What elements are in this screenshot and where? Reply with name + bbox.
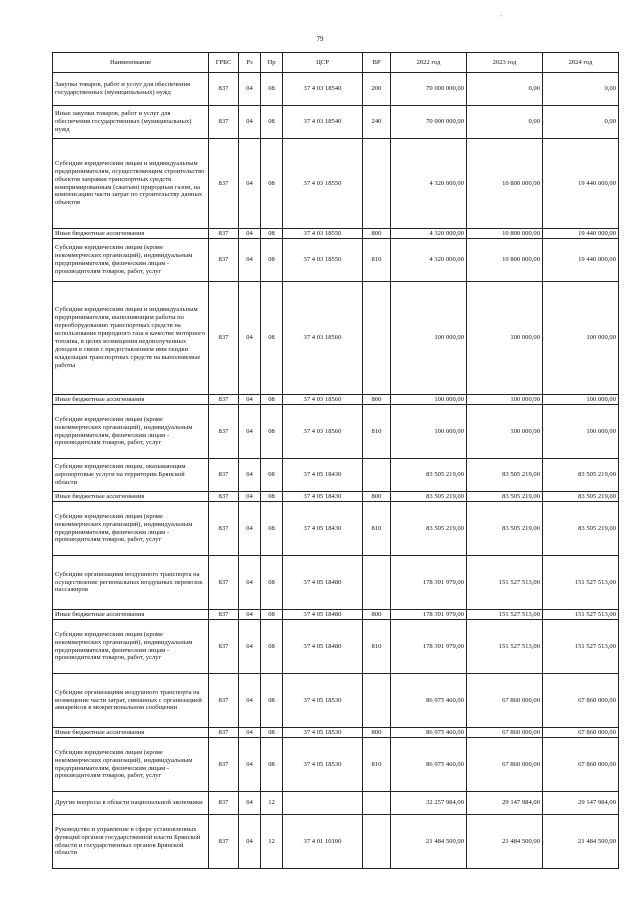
cell-name: Субсидии юридическим лицам (кроме некоммерческих организаций), индивидуальным предпринимателям, физическим лицам - производителям товаров, работ, услуг <box>53 738 209 792</box>
cell-y2022: 178 391 979,00 <box>391 610 467 620</box>
cell-grbs: 837 <box>209 282 239 395</box>
cell-grbs: 837 <box>209 620 239 674</box>
cell-pr: 08 <box>261 674 283 728</box>
cell-name: Субсидии организациям воздушного транспорта на осуществление региональных воздушных перевозок пассажиров <box>53 556 209 610</box>
cell-y2023: 83 505 219,00 <box>467 492 543 502</box>
cell-y2022: 83 505 219,00 <box>391 492 467 502</box>
table-row <box>53 620 619 674</box>
cell-rz: 04 <box>239 674 261 728</box>
cell-y2023: 100 000,00 <box>467 282 543 395</box>
table-row <box>53 229 619 239</box>
cell-y2024: 19 440 000,00 <box>543 229 619 239</box>
cell-grbs: 837 <box>209 459 239 492</box>
cell-vr: 240 <box>363 106 391 139</box>
cell-y2024: 100 000,00 <box>543 395 619 405</box>
cell-name: Руководство и управление в сфере установленных функций органов государственной власти Брянской области и государственных органов Брянской области <box>53 815 209 869</box>
cell-y2023: 100 000,00 <box>467 395 543 405</box>
cell-y2024: 19 440 000,00 <box>543 239 619 282</box>
cell-y2023: 21 484 500,00 <box>467 815 543 869</box>
cell-rz: 04 <box>239 502 261 556</box>
table-row <box>53 405 619 459</box>
cell-vr: 800 <box>363 492 391 502</box>
cell-grbs: 837 <box>209 738 239 792</box>
cell-rz: 04 <box>239 556 261 610</box>
cell-name: Субсидии юридическим лицам, оказывающим аэропортовые услуги на территории Брянской области <box>53 459 209 492</box>
cell-grbs: 837 <box>209 229 239 239</box>
table-row <box>53 73 619 106</box>
cell-rz: 04 <box>239 229 261 239</box>
header-2024: 2024 год <box>543 53 619 73</box>
cell-y2023: 67 860 000,00 <box>467 738 543 792</box>
cell-rz: 04 <box>239 492 261 502</box>
cell-y2024: 100 000,00 <box>543 405 619 459</box>
cell-rz: 04 <box>239 282 261 395</box>
table-row <box>53 792 619 815</box>
cell-name: Субсидии юридическим лицам (кроме некоммерческих организаций), индивидуальным предпринимателям, физическим лицам - производителям товаров, работ, услуг <box>53 239 209 282</box>
cell-vr <box>363 674 391 728</box>
cell-rz: 04 <box>239 610 261 620</box>
cell-y2024: 151 527 513,00 <box>543 620 619 674</box>
page-number: 79 <box>316 35 324 43</box>
cell-csr: 37 4 05 18530 <box>283 728 363 738</box>
cell-grbs: 837 <box>209 106 239 139</box>
table-row <box>53 459 619 492</box>
cell-y2023: 10 800 000,00 <box>467 229 543 239</box>
cell-y2022: 100 000,00 <box>391 395 467 405</box>
cell-rz: 04 <box>239 728 261 738</box>
table-body <box>53 73 619 869</box>
cell-y2024: 100 000,00 <box>543 282 619 395</box>
cell-csr: 37 4 05 18530 <box>283 674 363 728</box>
cell-vr <box>363 792 391 815</box>
cell-name: Субсидии юридическим лицам и индивидуальным предпринимателям, осуществляющим строительство объектов заправки транспортных средств компримированным (сжатым) природным газом, на компенсацию части затрат по строительству данных объектов <box>53 139 209 229</box>
cell-grbs: 837 <box>209 502 239 556</box>
cell-y2022: 86 975 460,00 <box>391 674 467 728</box>
cell-y2022: 83 505 219,00 <box>391 502 467 556</box>
cell-name: Субсидии организациям воздушного транспорта на возмещение части затрат, связанных с организацией авиарейсов в межрегиональном сообщении <box>53 674 209 728</box>
cell-y2023: 29 147 984,00 <box>467 792 543 815</box>
cell-grbs: 837 <box>209 610 239 620</box>
cell-name: Закупка товаров, работ и услуг для обеспечения государственных (муниципальных) нужд <box>53 73 209 106</box>
table-row <box>53 239 619 282</box>
cell-grbs: 837 <box>209 395 239 405</box>
cell-rz: 04 <box>239 459 261 492</box>
table-row <box>53 556 619 610</box>
cell-y2023: 151 527 513,00 <box>467 620 543 674</box>
cell-grbs: 837 <box>209 674 239 728</box>
cell-vr <box>363 556 391 610</box>
cell-y2022: 70 000 000,00 <box>391 106 467 139</box>
cell-csr: 37 4 03 18550 <box>283 229 363 239</box>
header-2022: 2022 год <box>391 53 467 73</box>
header-rz: Рз <box>239 53 261 73</box>
cell-vr <box>363 139 391 229</box>
cell-name: Субсидии юридическим лицам (кроме некоммерческих организаций), индивидуальным предпринимателям, физическим лицам - производителям товаров, работ, услуг <box>53 502 209 556</box>
cell-pr: 08 <box>261 139 283 229</box>
cell-pr: 08 <box>261 73 283 106</box>
cell-grbs: 837 <box>209 792 239 815</box>
cell-y2024: 0,00 <box>543 73 619 106</box>
cell-y2022: 4 320 000,00 <box>391 239 467 282</box>
cell-csr: 37 4 05 18530 <box>283 738 363 792</box>
cell-vr: 810 <box>363 738 391 792</box>
cell-y2024: 83 505 219,00 <box>543 502 619 556</box>
cell-y2023: 10 800 000,00 <box>467 139 543 229</box>
budget-table <box>52 52 619 869</box>
cell-pr: 08 <box>261 738 283 792</box>
header-grbs: ГРБС <box>209 53 239 73</box>
cell-rz: 04 <box>239 106 261 139</box>
cell-rz: 04 <box>239 139 261 229</box>
cell-y2022: 86 975 460,00 <box>391 738 467 792</box>
header-pr: Пр <box>261 53 283 73</box>
cell-grbs: 837 <box>209 728 239 738</box>
cell-name: Иные бюджетные ассигнования <box>53 492 209 502</box>
cell-y2022: 83 505 219,00 <box>391 459 467 492</box>
cell-vr: 800 <box>363 610 391 620</box>
cell-y2022: 86 975 460,00 <box>391 728 467 738</box>
cell-csr: 37 4 03 18560 <box>283 282 363 395</box>
cell-vr: 800 <box>363 229 391 239</box>
cell-csr: 37 4 03 18540 <box>283 106 363 139</box>
cell-name: Иные бюджетные ассигнования <box>53 229 209 239</box>
cell-y2024: 67 860 000,00 <box>543 674 619 728</box>
cell-name: Иные закупки товаров, работ и услуг для обеспечения государственных (муниципальных) нужд <box>53 106 209 139</box>
cell-vr <box>363 459 391 492</box>
cell-name: Иные бюджетные ассигнования <box>53 728 209 738</box>
cell-y2024: 83 505 219,00 <box>543 459 619 492</box>
cell-pr: 08 <box>261 492 283 502</box>
cell-y2023: 100 000,00 <box>467 405 543 459</box>
cell-vr: 810 <box>363 239 391 282</box>
cell-name: Субсидии юридическим лицам (кроме некоммерческих организаций), индивидуальным предпринимателям, физическим лицам - производителям товаров, работ, услуг <box>53 405 209 459</box>
cell-rz: 04 <box>239 620 261 674</box>
cell-y2022: 178 391 979,00 <box>391 620 467 674</box>
cell-csr: 37 4 03 18550 <box>283 239 363 282</box>
cell-y2022: 178 391 979,00 <box>391 556 467 610</box>
cell-y2023: 83 505 219,00 <box>467 502 543 556</box>
cell-y2023: 0,00 <box>467 106 543 139</box>
cell-csr: 37 4 03 18560 <box>283 395 363 405</box>
cell-rz: 04 <box>239 405 261 459</box>
cell-pr: 08 <box>261 405 283 459</box>
cell-csr: 37 4 05 18480 <box>283 620 363 674</box>
cell-csr: 37 4 05 18480 <box>283 556 363 610</box>
cell-pr: 08 <box>261 502 283 556</box>
cell-csr: 37 4 03 18550 <box>283 139 363 229</box>
cell-pr: 08 <box>261 282 283 395</box>
cell-y2023: 0,00 <box>467 73 543 106</box>
cell-rz: 04 <box>239 815 261 869</box>
cell-name: Субсидии юридическим лицам и индивидуальным предпринимателям, выполняющим работы по переоборудованию транспортных средств на использование природного газа в качестве моторного топлива, в целях возмещения недополученных доходов в связи с предоставлением ими скидки владельцам транспортных средств на выполняемые работы <box>53 282 209 395</box>
cell-pr: 08 <box>261 229 283 239</box>
cell-csr: 37 4 01 10100 <box>283 815 363 869</box>
cell-grbs: 837 <box>209 556 239 610</box>
cell-csr: 37 4 03 18540 <box>283 73 363 106</box>
cell-y2024: 29 147 984,00 <box>543 792 619 815</box>
cell-pr: 08 <box>261 610 283 620</box>
cell-grbs: 837 <box>209 492 239 502</box>
cell-y2023: 151 527 513,00 <box>467 556 543 610</box>
cell-y2022: 32 257 984,00 <box>391 792 467 815</box>
header-2023: 2023 год <box>467 53 543 73</box>
cell-y2024: 83 505 219,00 <box>543 492 619 502</box>
cell-vr: 810 <box>363 620 391 674</box>
header-row <box>53 53 619 73</box>
cell-vr: 800 <box>363 728 391 738</box>
table-row <box>53 282 619 395</box>
cell-rz: 04 <box>239 792 261 815</box>
cell-vr: 810 <box>363 502 391 556</box>
cell-y2023: 83 505 219,00 <box>467 459 543 492</box>
cell-y2022: 100 000,00 <box>391 282 467 395</box>
cell-y2024: 151 527 513,00 <box>543 610 619 620</box>
cell-csr <box>283 792 363 815</box>
cell-csr: 37 4 05 18480 <box>283 610 363 620</box>
cell-rz: 04 <box>239 738 261 792</box>
cell-y2024: 67 860 000,00 <box>543 738 619 792</box>
table-row <box>53 106 619 139</box>
cell-grbs: 837 <box>209 139 239 229</box>
cell-pr: 08 <box>261 395 283 405</box>
scan-mark: ’ <box>500 15 502 21</box>
table-row <box>53 139 619 229</box>
cell-vr <box>363 282 391 395</box>
cell-y2023: 67 860 000,00 <box>467 674 543 728</box>
header-csr: ЦСР <box>283 53 363 73</box>
cell-rz: 04 <box>239 73 261 106</box>
table-row <box>53 815 619 869</box>
cell-vr: 810 <box>363 405 391 459</box>
table-row <box>53 492 619 502</box>
cell-y2022: 4 320 000,00 <box>391 229 467 239</box>
table-row <box>53 728 619 738</box>
cell-rz: 04 <box>239 395 261 405</box>
table-row <box>53 395 619 405</box>
cell-name: Иные бюджетные ассигнования <box>53 610 209 620</box>
table-row <box>53 674 619 728</box>
cell-name: Иные бюджетные ассигнования <box>53 395 209 405</box>
cell-y2024: 67 860 000,00 <box>543 728 619 738</box>
cell-csr: 37 4 05 18430 <box>283 492 363 502</box>
cell-name: Субсидии юридическим лицам (кроме некоммерческих организаций), индивидуальным предпринимателям, физическим лицам - производителям товаров, работ, услуг <box>53 620 209 674</box>
budget-table-container <box>52 52 618 869</box>
table-row <box>53 610 619 620</box>
cell-grbs: 837 <box>209 815 239 869</box>
cell-y2022: 70 000 000,00 <box>391 73 467 106</box>
cell-vr: 200 <box>363 73 391 106</box>
cell-grbs: 837 <box>209 73 239 106</box>
cell-pr: 08 <box>261 620 283 674</box>
cell-y2022: 4 320 000,00 <box>391 139 467 229</box>
cell-y2023: 67 860 000,00 <box>467 728 543 738</box>
cell-pr: 12 <box>261 815 283 869</box>
cell-y2022: 100 000,00 <box>391 405 467 459</box>
header-vr: ВР <box>363 53 391 73</box>
cell-y2024: 151 527 513,00 <box>543 556 619 610</box>
cell-y2023: 151 527 513,00 <box>467 610 543 620</box>
cell-y2024: 19 440 000,00 <box>543 139 619 229</box>
table-row <box>53 502 619 556</box>
cell-pr: 08 <box>261 239 283 282</box>
cell-y2023: 10 800 000,00 <box>467 239 543 282</box>
cell-pr: 08 <box>261 106 283 139</box>
cell-pr: 08 <box>261 556 283 610</box>
cell-grbs: 837 <box>209 405 239 459</box>
cell-rz: 04 <box>239 239 261 282</box>
cell-y2024: 0,00 <box>543 106 619 139</box>
cell-pr: 12 <box>261 792 283 815</box>
cell-vr <box>363 815 391 869</box>
table-row <box>53 738 619 792</box>
cell-pr: 08 <box>261 728 283 738</box>
cell-y2022: 21 484 500,00 <box>391 815 467 869</box>
header-name: Наименование <box>53 53 209 73</box>
cell-csr: 37 4 03 18560 <box>283 405 363 459</box>
cell-vr: 800 <box>363 395 391 405</box>
cell-csr: 37 4 05 18430 <box>283 502 363 556</box>
cell-name: Другие вопросы в области национальной экономики <box>53 792 209 815</box>
cell-y2024: 21 484 500,00 <box>543 815 619 869</box>
cell-csr: 37 4 05 18430 <box>283 459 363 492</box>
cell-pr: 08 <box>261 459 283 492</box>
cell-grbs: 837 <box>209 239 239 282</box>
